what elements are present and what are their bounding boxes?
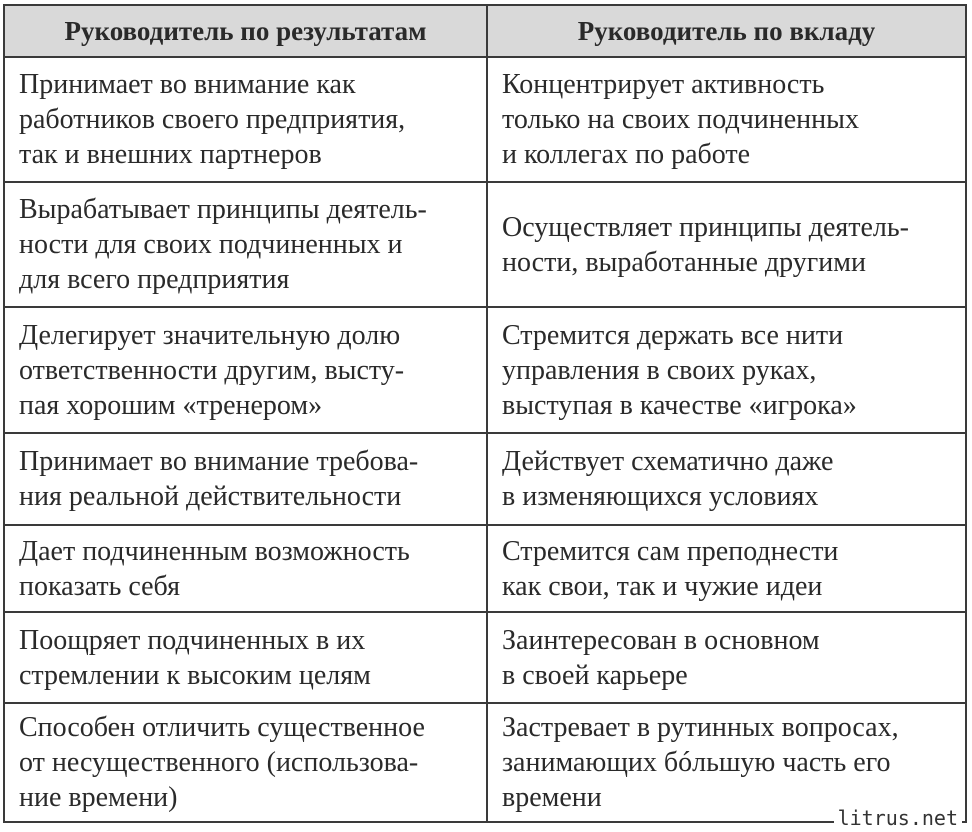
- cell-text: Действует схематично даже в изменяющихся условиях: [502, 446, 834, 512]
- table-cell: [4, 612, 487, 703]
- table-row: [4, 612, 966, 703]
- table-row: [4, 703, 966, 822]
- table-cell: [4, 433, 487, 525]
- watermark-text: litrus.net: [834, 806, 962, 830]
- cell-text: Дает подчиненным возможность показать себя: [19, 535, 410, 602]
- table-cell: [4, 57, 487, 182]
- cell-text: Заинтересован в основном в своей карьере: [502, 624, 820, 691]
- table-cell: [487, 433, 966, 525]
- table-cell: [487, 307, 966, 433]
- table-row: [4, 433, 966, 525]
- column-header-results: Руководитель по результатам: [4, 5, 487, 57]
- cell-text: Вырабатывает принципы деятель- ности для своих подчиненных и для всего предприятия: [19, 194, 427, 295]
- table-cell: [4, 525, 487, 612]
- table-cell: [4, 307, 487, 433]
- column-header-contribution: Руководитель по вкладу: [487, 5, 966, 57]
- table-cell: [487, 182, 966, 307]
- table-row: [4, 57, 966, 182]
- table-cell: [4, 182, 487, 307]
- cell-text: Делегирует значительную долю ответственности другим, высту- пая хорошим «тренером»: [19, 319, 405, 421]
- table-cell: [4, 703, 487, 822]
- table-row: [4, 525, 966, 612]
- table-row: [4, 182, 966, 307]
- cell-text: Принимает во внимание требова- ния реальной действительности: [19, 446, 419, 512]
- cell-text: Поощряет подчиненных в их стремлении к высоким целям: [19, 624, 371, 691]
- comparison-table: [3, 4, 967, 823]
- table-cell: [487, 525, 966, 612]
- cell-text: Застревает в рутинных вопросах, занимающих бóльшую часть его времени: [502, 712, 899, 813]
- cell-text: Стремится сам преподнести как свои, так и чужие идеи: [502, 535, 839, 602]
- cell-text: Способен отличить существенное от несущественного (использова- ние времени): [19, 712, 425, 813]
- table-header-row: [4, 5, 966, 57]
- cell-text: Концентрирует активность только на своих подчиненных и коллегах по работе: [502, 69, 859, 170]
- table-cell: [487, 57, 966, 182]
- cell-text: Принимает во внимание как работников своего предприятия, так и внешних партнеров: [19, 69, 406, 170]
- table-cell: [487, 612, 966, 703]
- table-cell: [487, 703, 966, 822]
- cell-text: Стремится держать все нити управления в своих руках, выступая в качестве «игрока»: [502, 319, 857, 421]
- cell-text: Осуществляет принципы деятель- ности, выработанные другими: [502, 211, 909, 278]
- table-row: [4, 307, 966, 433]
